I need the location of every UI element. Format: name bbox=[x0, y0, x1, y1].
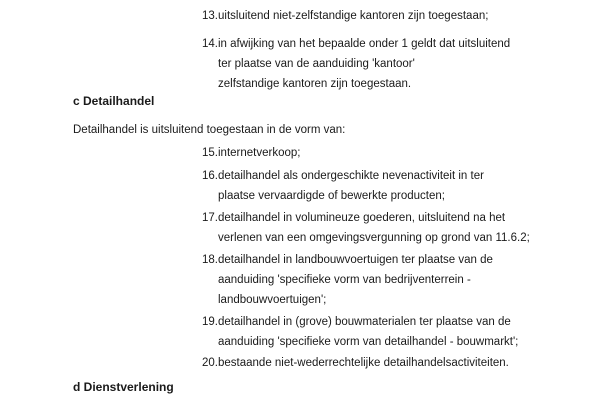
list-item-20 bbox=[202, 353, 562, 373]
list-item-number: 18. bbox=[202, 254, 218, 266]
list-item-16 bbox=[202, 166, 562, 206]
list-item-line: zelfstandige kantoren zijn toegestaan. bbox=[218, 78, 412, 90]
list-item-number: 15. bbox=[202, 147, 218, 159]
list-item-text: detailhandel in (grove) bouwmaterialen ter plaatse van de bbox=[218, 316, 511, 328]
list-item-line: aanduiding 'specifieke vorm van detailhandel - bouwmarkt'; bbox=[218, 336, 519, 348]
list-item-number: 17. bbox=[202, 212, 218, 224]
list-item-line bbox=[202, 312, 562, 332]
list-item-line: verlenen van een omgevingsvergunning op grond van 11.6.2; bbox=[218, 232, 530, 244]
list-item-line bbox=[202, 166, 562, 186]
list-item-13 bbox=[202, 6, 562, 26]
section-heading-dienstverlening: d Dienstverlening bbox=[73, 380, 174, 394]
list-item-line bbox=[202, 250, 562, 270]
list-item-line: landbouwvoertuigen'; bbox=[218, 294, 327, 306]
list-item-number: 19. bbox=[202, 316, 218, 328]
list-item-text: detailhandel in landbouwvoertuigen ter plaatse van de bbox=[218, 254, 493, 266]
list-item-line bbox=[202, 6, 562, 26]
list-item-line: plaatse vervaardigde of bewerkte producten; bbox=[218, 190, 445, 202]
list-item-text: uitsluitend niet-zelfstandige kantoren zijn toegestaan; bbox=[218, 10, 489, 22]
list-item-number: 20. bbox=[202, 357, 218, 369]
section-intro: Detailhandel is uitsluitend toegestaan in de vorm van: bbox=[73, 124, 346, 136]
list-item-line: ter plaatse van de aanduiding 'kantoor' bbox=[218, 58, 415, 70]
list-item-number: 13. bbox=[202, 10, 218, 22]
list-item-line: aanduiding 'specifieke vorm van bedrijventerrein - bbox=[218, 274, 471, 286]
list-item-line bbox=[202, 353, 562, 373]
list-item-text: in afwijking van het bepaalde onder 1 geldt dat uitsluitend bbox=[218, 38, 511, 50]
list-item-18 bbox=[202, 250, 562, 310]
list-item-line bbox=[202, 208, 562, 228]
list-item-14 bbox=[202, 34, 562, 94]
section-heading-detailhandel: c Detailhandel bbox=[73, 94, 155, 108]
list-item-line bbox=[202, 143, 562, 163]
list-item-line bbox=[202, 34, 562, 54]
list-item-number: 14. bbox=[202, 38, 218, 50]
list-item-text: detailhandel als ondergeschikte nevenactiviteit in ter bbox=[218, 170, 484, 182]
list-item-17 bbox=[202, 208, 562, 248]
list-item-15 bbox=[202, 143, 562, 163]
list-item-text: internetverkoop; bbox=[218, 147, 301, 159]
list-item-19 bbox=[202, 312, 562, 352]
list-item-text: detailhandel in volumineuze goederen, uitsluitend na het bbox=[218, 212, 506, 224]
list-item-number: 16. bbox=[202, 170, 218, 182]
list-item-text: bestaande niet-wederrechtelijke detailhandelsactiviteiten. bbox=[218, 357, 509, 369]
